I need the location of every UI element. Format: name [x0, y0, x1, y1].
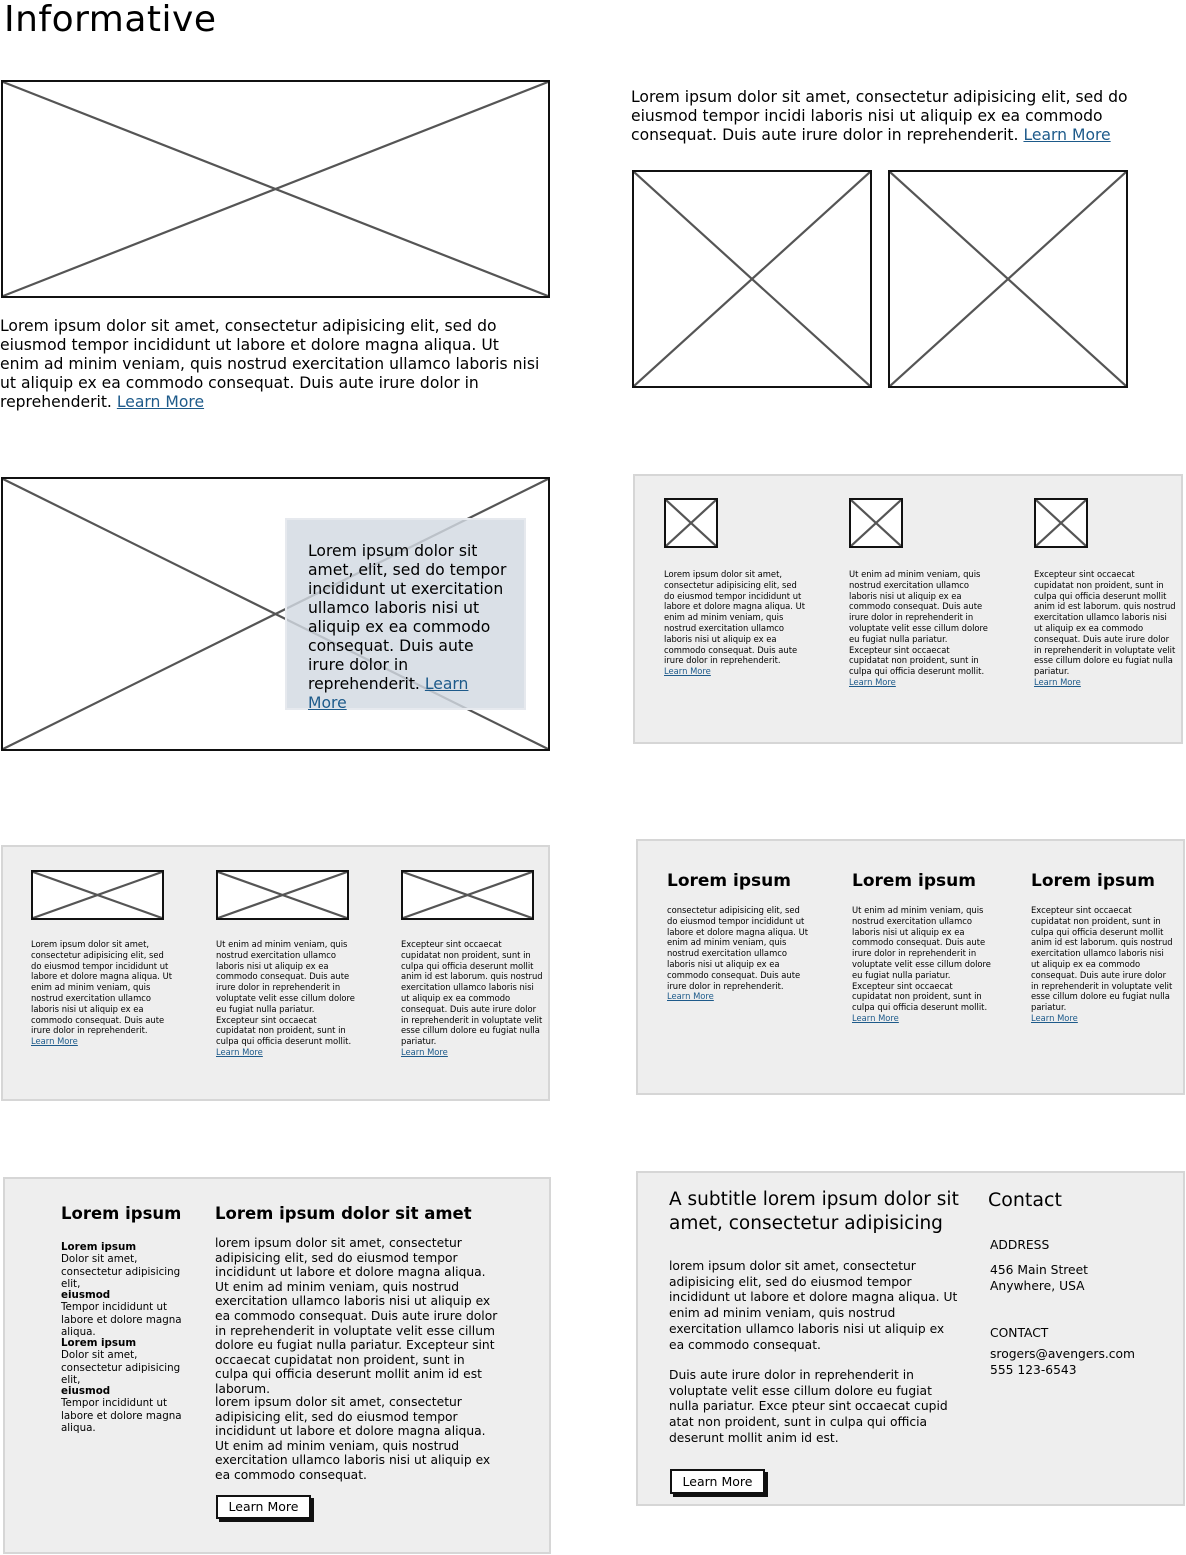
- learn-more-button[interactable]: Learn More: [670, 1469, 765, 1494]
- feature-body: Ut enim ad minim veniam, quis nostrud exercitation ullamco laboris nisi ut aliquip ex ea commodo consequat. Duis aute irure dolor in reprehenderit in voluptate velit esse cillum dolore eu fugiat nulla pariatur. Excepteur sint occaecat cupidatat non proident, sunt in culpa qui officia deserunt mollit.: [852, 905, 991, 1013]
- address-line: 456 Main Street: [990, 1263, 1089, 1277]
- image-placeholder: [664, 498, 718, 548]
- sidebar-item: [61, 1337, 191, 1385]
- address-label: ADDRESS: [990, 1238, 1050, 1252]
- learn-more-link[interactable]: Learn More: [1034, 676, 1081, 687]
- feature-text: [401, 939, 543, 1058]
- feature-body: consectetur adipisicing elit, sed do eiusmod tempor incididunt ut labore et dolore magna aliqua. Ut enim ad minim veniam, quis nostrud exercitation ullamco laboris nisi ut aliquip ex ea commodo consequat. Duis aute irure dolor in reprehenderit.: [667, 905, 809, 991]
- learn-more-link[interactable]: Learn More: [1023, 126, 1111, 144]
- learn-more-link[interactable]: Learn More: [1031, 1012, 1078, 1023]
- sidebar-heading: Lorem ipsum: [61, 1204, 182, 1223]
- article-paragraph: lorem ipsum dolor sit amet, consectetur adipisicing elit, sed do eiusmod tempor incididunt ut labore et dolore magna aliqua. Ut enim ad minim veniam, quis nostrud exercitation ullamco laboris nisi ut aliquip ex ea commodo consequat. Duis aute irure dolor in reprehenderit in voluptate velit esse cillum dolore eu fugiat nulla pariatur. Excepteur sint occaecat cupidatat non proident, sunt in culpa qui officia deserunt mollit anim id est laborum.: [215, 1236, 498, 1396]
- feature-text: [849, 569, 991, 688]
- image-placeholder: [632, 170, 872, 388]
- learn-more-link[interactable]: Learn More: [308, 675, 469, 712]
- contact-heading: Contact: [988, 1189, 1062, 1211]
- sidebar-item-text: Tempor incididunt ut labore et dolore magna aliqua.: [61, 1301, 182, 1338]
- overlay-text: [308, 542, 508, 713]
- feature-text: [1034, 569, 1176, 688]
- feature-body: Excepteur sint occaecat cupidatat non proident, sunt in culpa qui officia deserunt mollit anim id est laborum. quis nostrud exercitation ullamco laboris nisi ut aliquip ex ea commodo consequat. Duis aute irure dolor in reprehenderit in voluptate velit esse cillum dolore eu fugiat nulla pariatur.: [1034, 569, 1176, 677]
- feature-body: Lorem ipsum dolor sit amet, consectetur adipisicing elit, sed do eiusmod tempor incididunt ut labore et dolore magna aliqua. Ut enim ad minim veniam, quis nostrud exercitation ullamco laboris nisi ut aliquip ex ea commodo consequat. Duis aute irure dolor in reprehenderit.: [664, 569, 806, 666]
- learn-more-link[interactable]: Learn More: [849, 676, 896, 687]
- contact-phone: 555 123-6543: [990, 1363, 1077, 1377]
- feature-body: Lorem ipsum dolor sit amet, consectetur adipisicing elit, sed do eiusmod tempor incididunt ut labore et dolore magna aliqua. Ut enim ad minim veniam, quis nostrud exercitation ullamco laboris nisi ut aliquip ex ea commodo consequat. Duis aute irure dolor in reprehenderit.: [31, 939, 173, 1036]
- learn-more-link[interactable]: Learn More: [31, 1036, 78, 1047]
- column-heading: Lorem ipsum: [1031, 871, 1155, 891]
- feature-text: [1031, 905, 1173, 1024]
- image-placeholder: [849, 498, 903, 548]
- section-subtitle: A subtitle lorem ipsum dolor sit amet, consectetur adipisicing: [669, 1189, 959, 1234]
- image-placeholder: [401, 870, 534, 920]
- feature-body: Ut enim ad minim veniam, quis nostrud exercitation ullamco laboris nisi ut aliquip ex ea commodo consequat. Duis aute irure dolor in reprehenderit in voluptate velit esse cillum dolore eu fugiat nulla pariatur. Excepteur sint occaecat cupidatat non proident, sunt in culpa qui officia deserunt mollit.: [216, 939, 355, 1047]
- learn-more-link[interactable]: Learn More: [116, 393, 205, 411]
- learn-more-link[interactable]: Learn More: [216, 1046, 263, 1057]
- article-paragraph: lorem ipsum dolor sit amet, consectetur adipisicing elit, sed do eiusmod tempor incididunt ut labore et dolore magna aliqua. Ut enim ad minim veniam, quis nostrud exercitation ullamco laboris nisi ut aliquip ex ea commodo consequat.: [215, 1395, 491, 1482]
- sidebar-item: [61, 1241, 191, 1289]
- contact-label: CONTACT: [990, 1326, 1049, 1340]
- image-placeholder: [1034, 498, 1088, 548]
- page-title: Informative: [4, 0, 217, 40]
- feature-body: Ut enim ad minim veniam, quis nostrud exercitation ullamco laboris nisi ut aliquip ex ea commodo consequat. Duis aute irure dolor in reprehenderit in voluptate velit esse cillum dolore eu fugiat nulla pariatur. Excepteur sint occaecat cupidatat non proident, sunt in culpa qui officia deserunt mollit.: [849, 569, 988, 677]
- learn-more-link[interactable]: Learn More: [664, 666, 711, 677]
- feature-body: Excepteur sint occaecat cupidatat non proident, sunt in culpa qui officia deserunt mollit anim id est laborum. quis nostrud exercitation ullamco laboris nisi ut aliquip ex ea commodo consequat. Duis aute irure dolor in reprehenderit in voluptate velit esse cillum dolore eu fugiat nulla pariatur.: [1031, 905, 1173, 1013]
- intro-text: Lorem ipsum dolor sit amet, consectetur adipisicing elit, sed do eiusmod tempor incididunt ut labore et dolore magna aliqua. Ut enim ad minim veniam, quis nostrud exercitation ullamco laboris nisi ut aliquip ex ea commodo consequat. Duis aute irure dolor in reprehenderit.: [0, 317, 540, 411]
- image-placeholder: [31, 870, 164, 920]
- sidebar-item-title: eiusmod: [61, 1385, 111, 1397]
- sidebar-item: [61, 1289, 191, 1337]
- intro-text: Lorem ipsum dolor sit amet, consectetur adipisicing elit, sed do eiusmod tempor incidi laboris nisi ut aliquip ex ea commodo consequat. Duis aute irure dolor in reprehenderit.: [631, 88, 1128, 144]
- overlay-body: Lorem ipsum dolor sit amet, elit, sed do tempor incididunt ut exercitation ullamco laboris nisi ut aliquip ex ea commodo consequat. Duis aute irure dolor in reprehenderit.: [308, 542, 507, 693]
- learn-more-link[interactable]: Learn More: [667, 991, 714, 1002]
- article-paragraph: lorem ipsum dolor sit amet, consectetur adipisicing elit, sed do eiusmod tempor incididunt ut labore et dolore magna aliqua. Ut enim ad minim veniam, quis nostrud exercitation ullamco laboris nisi ut aliquip ex ea commodo consequat.: [669, 1259, 958, 1352]
- sidebar-item-text: Dolor sit amet, consectetur adipisicing elit,: [61, 1349, 181, 1386]
- learn-more-link[interactable]: Learn More: [852, 1012, 899, 1023]
- contact-email[interactable]: srogers@avengers.com: [990, 1347, 1136, 1361]
- feature-text: [216, 939, 358, 1058]
- feature-body: Excepteur sint occaecat cupidatat non proident, sunt in culpa qui officia deserunt mollit anim id est laborum. quis nostrud exercitation ullamco laboris nisi ut aliquip ex ea commodo consequat. Duis aute irure dolor in reprehenderit in voluptate velit esse cillum dolore eu fugiat nulla pariatur.: [401, 939, 543, 1047]
- column-heading: Lorem ipsum: [852, 871, 976, 891]
- sidebar-list: [61, 1241, 191, 1433]
- image-placeholder: [216, 870, 349, 920]
- sidebar-item: [61, 1385, 191, 1433]
- intro-paragraph: [0, 317, 540, 412]
- column-heading: Lorem ipsum: [667, 871, 791, 891]
- image-placeholder: [888, 170, 1128, 388]
- feature-text: [31, 939, 173, 1047]
- intro-paragraph: [631, 88, 1171, 145]
- address-line: Anywhere, USA: [990, 1279, 1085, 1293]
- feature-text: [852, 905, 994, 1024]
- sidebar-item-text: Dolor sit amet, consectetur adipisicing elit,: [61, 1253, 181, 1290]
- sidebar-item-title: eiusmod: [61, 1289, 111, 1301]
- article-heading: Lorem ipsum dolor sit amet: [215, 1204, 472, 1223]
- learn-more-link[interactable]: Learn More: [401, 1046, 448, 1057]
- image-placeholder: [1, 80, 550, 298]
- learn-more-button[interactable]: Learn More: [216, 1495, 311, 1519]
- feature-text: [664, 569, 806, 677]
- sidebar-item-text: Tempor incididunt ut labore et dolore magna aliqua.: [61, 1397, 182, 1434]
- feature-text: [667, 905, 809, 1002]
- article-paragraph: Duis aute irure dolor in reprehenderit in voluptate velit esse cillum dolore eu fugiat nulla pariatur. Exce pteur sint occaecat cupid atat non proident, sunt in culpa qui officia deserunt mollit anim id est.: [669, 1368, 948, 1445]
- sidebar-item-title: Lorem ipsum: [61, 1337, 137, 1349]
- sidebar-item-title: Lorem ipsum: [61, 1241, 137, 1253]
